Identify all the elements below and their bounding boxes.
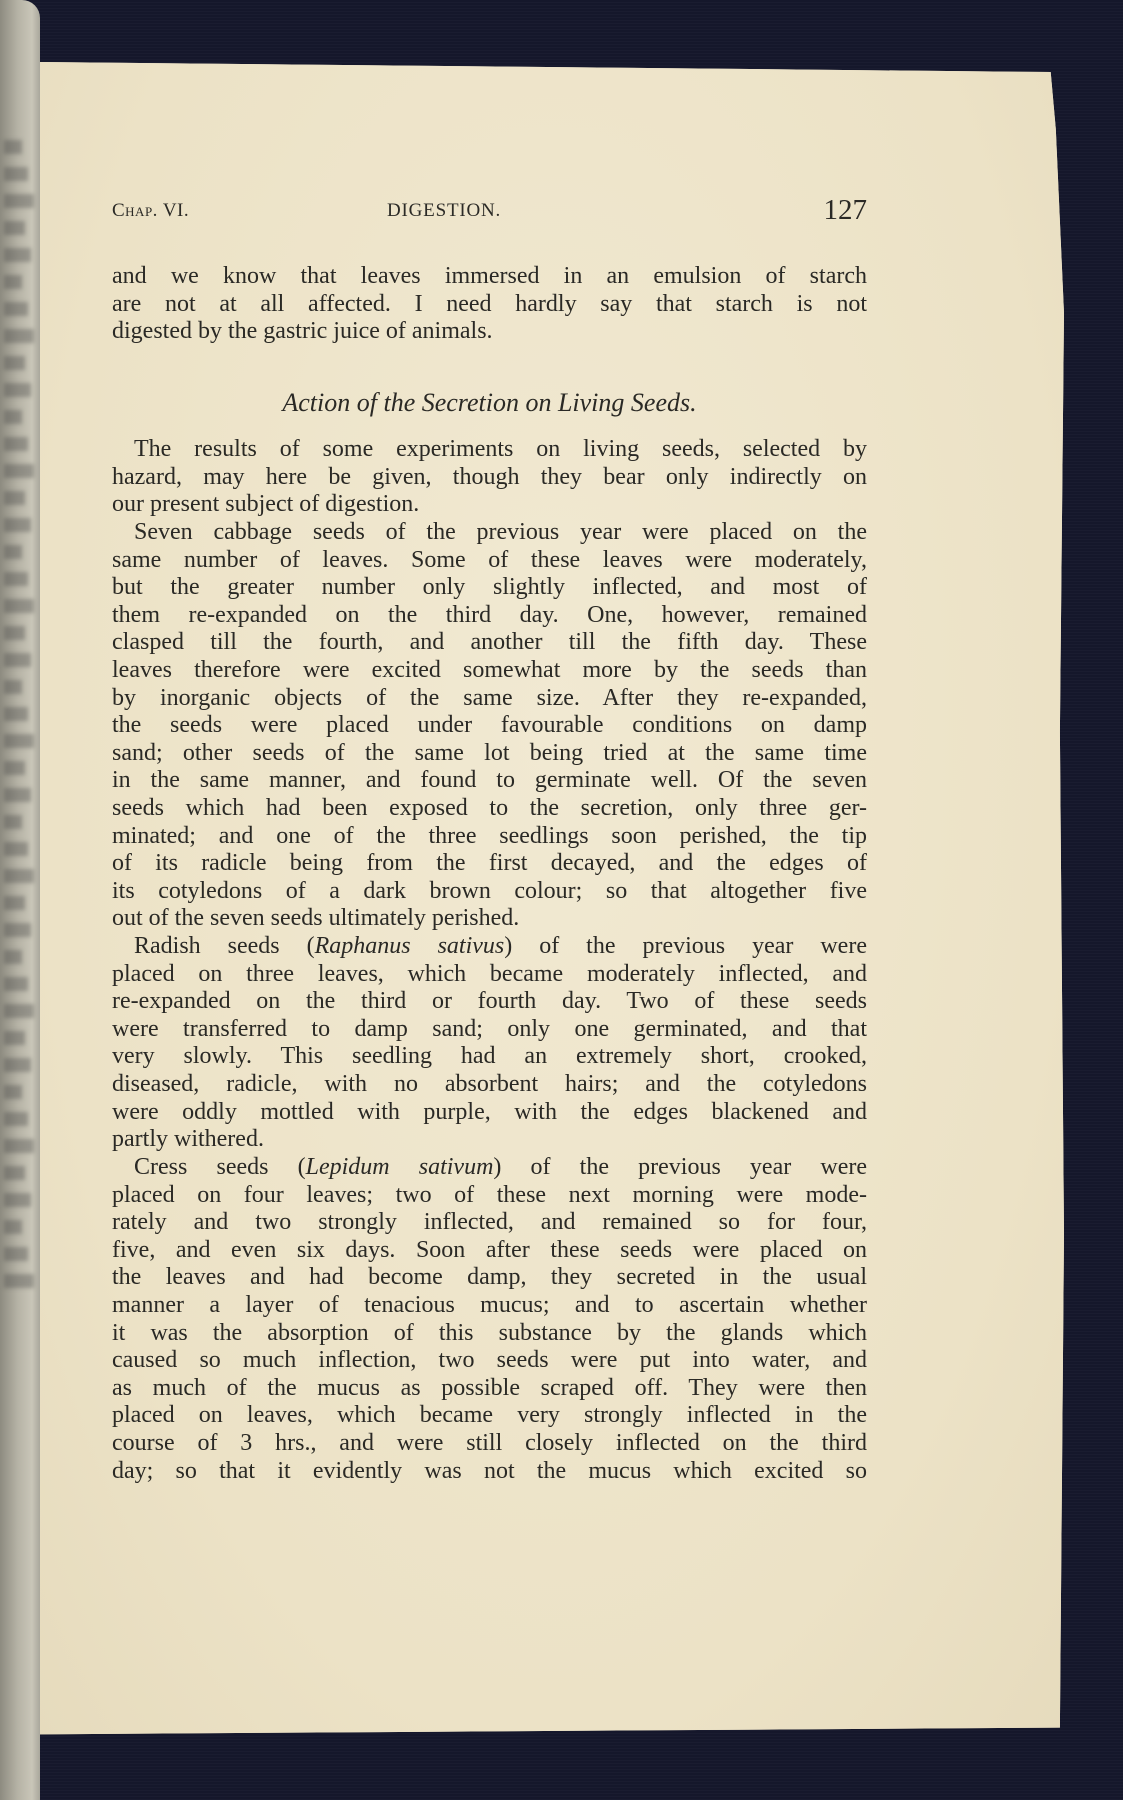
adjacent-page-text-blur	[4, 194, 34, 208]
text-line	[112, 712, 867, 740]
line-text: were transferred to damp sand; only one germinated, and that	[112, 1015, 867, 1042]
adjacent-page-text-blur	[4, 1220, 22, 1234]
adjacent-page-text-blur	[4, 815, 22, 829]
text-line	[112, 823, 867, 851]
adjacent-page-text-blur	[4, 950, 22, 964]
line-text: minated; and one of the three seedlings soon perished, the tip	[112, 822, 867, 849]
line-text: them re-expanded on the third day. One, however, remained	[112, 601, 867, 628]
line-text: partly withered.	[112, 1126, 264, 1153]
line-text: and we know that leaves immersed in an emulsion of starch	[112, 263, 867, 289]
text-line	[112, 436, 867, 464]
italic-species-name: Lepidum sativum	[305, 1154, 494, 1180]
paragraph-cress	[112, 1154, 867, 1485]
adjacent-page-text-blur	[4, 626, 25, 640]
adjacent-page-text-blur	[4, 410, 22, 424]
line-text: in the same manner, and found to germinate well. Of the seven	[112, 767, 867, 794]
adjacent-page-text-blur	[4, 1031, 25, 1045]
paragraph-cabbage	[112, 519, 867, 933]
adjacent-page-text-blur	[4, 761, 25, 775]
text-line	[112, 464, 867, 492]
text-line	[112, 685, 867, 713]
text-line	[112, 961, 867, 989]
adjacent-page-text-blur	[4, 221, 25, 235]
line-text: are not at all affected. I need hardly say that starch is not	[112, 290, 867, 317]
text-line	[112, 850, 867, 878]
text-line	[112, 519, 867, 547]
line-text: its cotyledons of a dark brown colour; so that altogether five	[112, 877, 867, 904]
text-line	[112, 1458, 867, 1486]
adjacent-page-text-blur	[4, 869, 34, 883]
line-text: placed on four leaves; two of these next morning were mode-	[112, 1181, 867, 1208]
running-head	[112, 196, 867, 226]
text-line	[112, 602, 867, 630]
text-line	[112, 1375, 867, 1403]
line-text: five, and even six days. Soon after these seeds were placed on	[112, 1236, 867, 1263]
line-text: the leaves and had become damp, they secreted in the usual	[112, 1264, 867, 1291]
text-line	[112, 291, 867, 319]
adjacent-page-text-blur	[4, 140, 22, 154]
adjacent-page-text-blur	[4, 356, 25, 370]
text-line	[112, 767, 867, 795]
adjacent-page-text-blur	[4, 572, 28, 586]
adjacent-page-text-blur	[4, 1004, 34, 1018]
adjacent-page-text-blur	[4, 1166, 25, 1180]
line-text: re-expanded on the third or fourth day. Two of these seeds	[112, 988, 867, 1015]
line-text: by inorganic objects of the same size. After they re-expanded,	[112, 684, 867, 711]
line-text: very slowly. This seedling had an extremely short, crooked,	[112, 1043, 867, 1070]
text-line	[112, 263, 867, 291]
line-text: the seeds were placed under favourable conditions on damp	[112, 712, 867, 739]
adjacent-page-text-blur	[4, 1112, 28, 1126]
adjacent-page-text-blur	[4, 464, 34, 478]
text-line	[112, 878, 867, 906]
line-text: were oddly mottled with purple, with the edges blackened and	[112, 1098, 867, 1125]
text-line	[112, 1320, 867, 1348]
line-text: diseased, radicle, with no absorbent hairs; and the cotyledons	[112, 1070, 867, 1097]
text-line	[112, 318, 867, 346]
adjacent-page-text-blur	[4, 167, 28, 181]
paragraph-radish	[112, 933, 867, 1154]
adjacent-page-text-blur	[4, 545, 22, 559]
adjacent-page-text-blur	[4, 734, 34, 748]
adjacent-page-text-blur	[4, 1274, 34, 1288]
text-line	[112, 657, 867, 685]
adjacent-page-text-blur	[4, 707, 28, 721]
adjacent-page-text-blur	[4, 977, 28, 991]
line-text: same number of leaves. Some of these leaves were moderately,	[112, 546, 867, 573]
line-text: caused so much inflection, two seeds were put into water, and	[112, 1347, 867, 1374]
adjacent-page-text-blur	[4, 788, 31, 802]
line-text: ) of the previous year were	[504, 933, 867, 959]
adjacent-page-text-blur	[4, 248, 31, 262]
adjacent-page-text-blur	[4, 329, 34, 343]
adjacent-page-text-blur	[4, 518, 31, 532]
text-line	[112, 1071, 867, 1099]
text-line	[112, 574, 867, 602]
text-line	[112, 1237, 867, 1265]
text-line	[112, 905, 867, 933]
text-line	[112, 1099, 867, 1127]
text-line	[112, 988, 867, 1016]
text-line	[112, 1182, 867, 1210]
adjacent-page-edge	[0, 0, 40, 1800]
text-line	[112, 491, 867, 519]
line-text: clasped till the fourth, and another till the fifth day. These	[112, 629, 867, 656]
line-text: Radish seeds (	[134, 933, 315, 959]
text-line	[112, 547, 867, 575]
text-line	[112, 740, 867, 768]
text-line	[112, 1264, 867, 1292]
italic-species-name: Raphanus sativus	[314, 933, 505, 959]
text-line	[112, 795, 867, 823]
chapter-title: DIGESTION.	[387, 200, 502, 221]
adjacent-page-text-blur	[4, 1058, 31, 1072]
text-line	[112, 1292, 867, 1320]
line-text: digested by the gastric juice of animals.	[112, 318, 493, 345]
text-line	[112, 933, 867, 961]
adjacent-page-text-blur	[4, 680, 22, 694]
text-line	[112, 1043, 867, 1071]
adjacent-page-text-blur	[4, 1247, 28, 1261]
line-text: as much of the mucus as possible scraped off. They were then	[112, 1374, 867, 1401]
line-text: ) of the previous year were	[493, 1154, 867, 1180]
line-text: placed on leaves, which became very strongly inflected in the	[112, 1402, 867, 1429]
paragraph-continuation	[112, 263, 867, 346]
adjacent-page-text-blur	[4, 383, 31, 397]
text-line	[112, 1016, 867, 1044]
adjacent-page-text-blur	[4, 1139, 34, 1153]
line-text: placed on three leaves, which became moderately inflected, and	[112, 960, 867, 987]
line-text: The results of some experiments on living seeds, selected by	[134, 436, 867, 462]
text-line	[112, 629, 867, 657]
text-line	[112, 1347, 867, 1375]
adjacent-page-text-blur	[4, 842, 28, 856]
line-text: sand; other seeds of the same lot being tried at the same time	[112, 739, 867, 766]
line-text: it was the absorption of this substance by the glands which	[112, 1319, 867, 1346]
chapter-label: Chap. VI.	[112, 200, 190, 221]
adjacent-page-text-blur	[4, 491, 25, 505]
line-text: Seven cabbage seeds of the previous year were placed on the	[134, 519, 867, 545]
text-line	[112, 1209, 867, 1237]
text-line	[112, 1154, 867, 1182]
line-text: seeds which had been exposed to the secretion, only three ger-	[112, 794, 867, 821]
line-text: course of 3 hrs., and were still closely inflected on the third	[112, 1429, 867, 1456]
adjacent-page-text-blur	[4, 437, 28, 451]
line-text: manner a layer of tenacious mucus; and to ascertain whether	[112, 1291, 867, 1318]
line-text: hazard, may here be given, though they bear only indirectly on	[112, 463, 867, 490]
adjacent-page-text-blur	[4, 1085, 22, 1099]
line-text: Cress seeds (	[134, 1154, 306, 1180]
text-line	[112, 1430, 867, 1458]
line-text: out of the seven seeds ultimately perished.	[112, 905, 520, 932]
line-text: leaves therefore were excited somewhat more by the seeds than	[112, 656, 867, 683]
paragraph-intro	[112, 436, 867, 519]
line-text: of its radicle being from the first decayed, and the edges of	[112, 850, 867, 877]
text-line	[112, 1402, 867, 1430]
adjacent-page-text-blur	[4, 1193, 31, 1207]
section-heading: Action of the Secretion on Living Seeds.	[282, 388, 697, 417]
adjacent-page-text-blur	[4, 302, 28, 316]
adjacent-page-text-blur	[4, 275, 22, 289]
adjacent-page-text-blur	[4, 599, 34, 613]
adjacent-page-text-blur	[4, 653, 31, 667]
page-number: 127	[823, 194, 867, 226]
adjacent-page-text-blur	[4, 896, 25, 910]
line-text: rately and two strongly inflected, and remained so for four,	[112, 1209, 867, 1236]
text-line	[112, 1126, 867, 1154]
line-text: but the greater number only slightly inflected, and most of	[112, 574, 867, 601]
line-text: day; so that it evidently was not the mucus which excited so	[112, 1457, 867, 1484]
line-text: our present subject of digestion.	[112, 491, 420, 518]
adjacent-page-text-blur	[4, 923, 31, 937]
